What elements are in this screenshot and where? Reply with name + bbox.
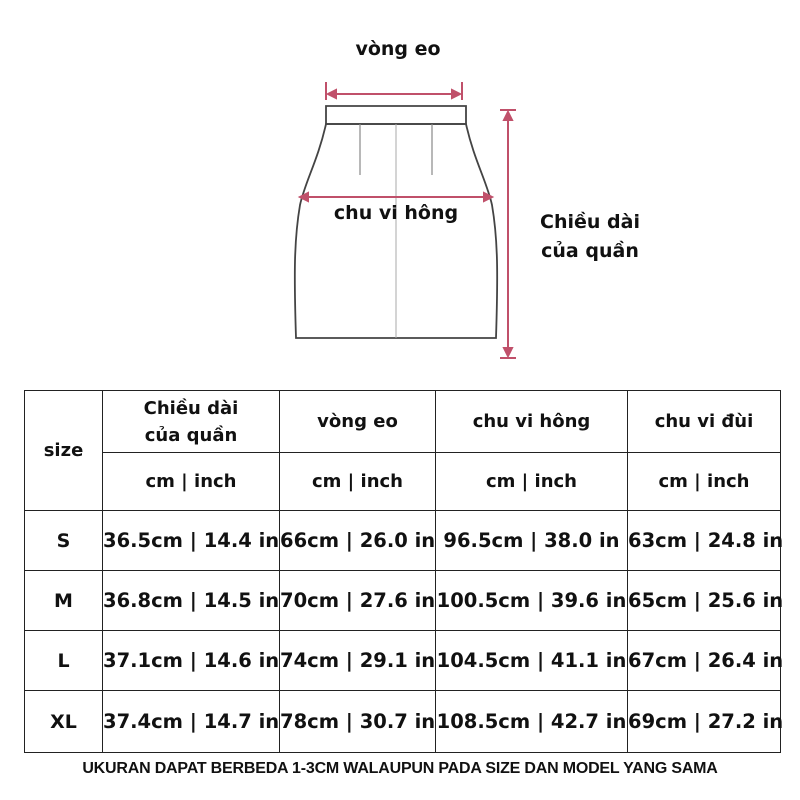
table-row bbox=[25, 691, 781, 753]
table-row bbox=[25, 571, 781, 631]
waist-label: vòng eo bbox=[355, 38, 441, 60]
size-cell: M bbox=[25, 571, 103, 631]
skirt-diagram bbox=[0, 0, 800, 375]
waist-cell: 66cm | 26.0 in bbox=[280, 511, 436, 571]
hip-cell: 108.5cm | 42.7 in bbox=[436, 691, 628, 753]
length-cell: 36.8cm | 14.5 in bbox=[103, 571, 280, 631]
thigh-column-header: chu vi đùi bbox=[628, 391, 781, 453]
thigh-cell: 67cm | 26.4 in bbox=[628, 631, 781, 691]
waist-cell: 74cm | 29.1 in bbox=[280, 631, 436, 691]
waist-cell: 78cm | 30.7 in bbox=[280, 691, 436, 753]
length-cell: 37.1cm | 14.6 in bbox=[103, 631, 280, 691]
footer-note: UKURAN DAPAT BERBEDA 1-3CM WALAUPUN PADA SIZE DAN MODEL YANG SAMA bbox=[82, 760, 718, 777]
size-cell: L bbox=[25, 631, 103, 691]
hip-label: chu vi hông bbox=[333, 202, 459, 224]
length-unit-header: cm | inch bbox=[103, 453, 280, 511]
length-cell: 37.4cm | 14.7 in bbox=[103, 691, 280, 753]
waist-measure-line bbox=[326, 82, 462, 100]
hip-cell: 96.5cm | 38.0 in bbox=[436, 511, 628, 571]
thigh-cell: 63cm | 24.8 in bbox=[628, 511, 781, 571]
hip-cell: 100.5cm | 39.6 in bbox=[436, 571, 628, 631]
size-cell: XL bbox=[25, 691, 103, 753]
hip-column-header: chu vi hông bbox=[436, 391, 628, 453]
table-row bbox=[25, 511, 781, 571]
size-cell: S bbox=[25, 511, 103, 571]
waist-cell: 70cm | 27.6 in bbox=[280, 571, 436, 631]
thigh-unit-header: cm | inch bbox=[628, 453, 781, 511]
skirt-waistband bbox=[326, 106, 466, 124]
table-unit-row bbox=[25, 453, 781, 511]
table-header-row bbox=[25, 391, 781, 453]
size-chart-table bbox=[24, 390, 784, 753]
size-column-header: size bbox=[25, 391, 103, 511]
hip-cell: 104.5cm | 41.1 in bbox=[436, 631, 628, 691]
length-label: Chiều dài của quần bbox=[540, 211, 640, 262]
length-measure-line bbox=[500, 110, 516, 358]
thigh-cell: 69cm | 27.2 in bbox=[628, 691, 781, 753]
waist-unit-header: cm | inch bbox=[280, 453, 436, 511]
waist-column-header: vòng eo bbox=[280, 391, 436, 453]
length-column-header: Chiều dài của quần bbox=[103, 391, 280, 453]
thigh-cell: 65cm | 25.6 in bbox=[628, 571, 781, 631]
length-cell: 36.5cm | 14.4 in bbox=[103, 511, 280, 571]
table-row bbox=[25, 631, 781, 691]
hip-unit-header: cm | inch bbox=[436, 453, 628, 511]
